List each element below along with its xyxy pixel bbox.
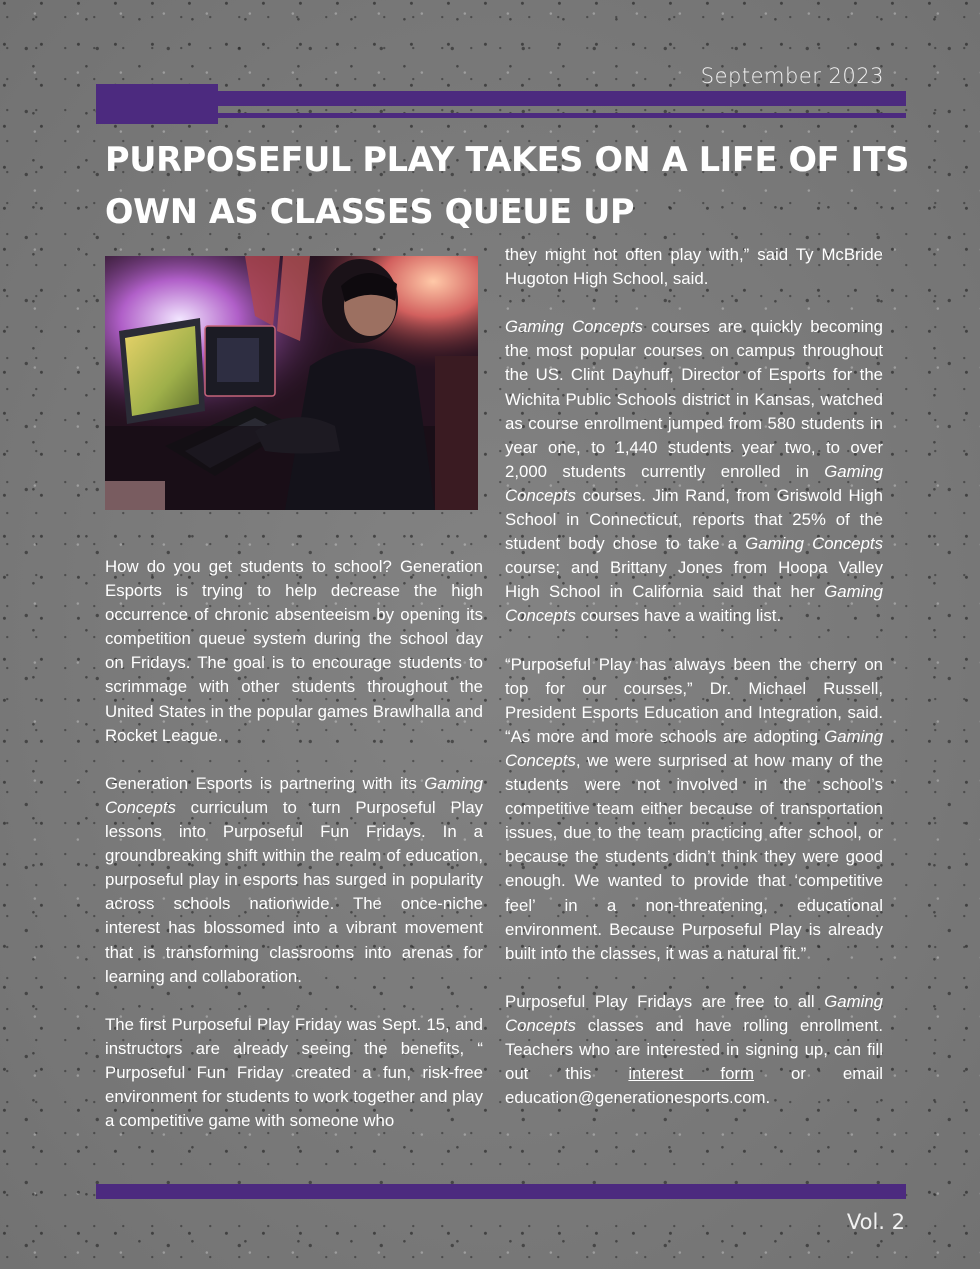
footer-bar [96, 1184, 906, 1199]
article-title: PURPOSEFUL PLAY TAKES ON A LIFE OF ITS OWN AS CLASSES QUEUE UP [105, 140, 910, 231]
right-paragraph-2: Gaming Concepts courses are quickly becoming the most popular courses on campus throughout the US. Clint Dayhuff, Director of Esports for the Wichita Public Schools district in Kansas, watched as course enrollment jumped from 580 students in year one, to 1,440 students year two, to over 2,000 students currently enrolled in Gaming Concepts courses. Jim Rand, from Griswold High School in Connecticut, reports that 25% of the student body chose to take a Gaming Concepts course; and Brittany Jones from Hoopa Valley High School in California said that her Gaming Concepts courses have a waiting list. [505, 317, 883, 626]
interest-form-link[interactable]: interest form [628, 1064, 754, 1084]
left-paragraph-1: How do you get students to school? Generation Esports is trying to help decrease the high occurrence of chronic absenteeism by opening its competition queue system during the school day on Fridays. The goal is to encourage students to scrimmage with other students throughout the United States in the popular games Brawlhalla and Rocket League. [105, 557, 483, 745]
left-column [105, 555, 483, 1157]
header-bar-thick [96, 91, 906, 106]
left-paragraph-2: Generation Esports is partnering with its Gaming Concepts curriculum to turn Purposeful Play lessons into Purposeful Fun Fridays. In a groundbreaking shift within the realm of education, purposeful play in esports has surged in popularity across schools nationwide. The once-niche interest has blossomed into a vibrant movement that is transforming classrooms into arenas for learning and collaboration. [105, 773, 483, 986]
right-paragraph-4: Purposeful Play Fridays are free to all Gaming Concepts classes and have rolling enrollment. Teachers who are interested in signing up, can fill out this interest form or email education@generationesports.com. [505, 991, 883, 1108]
left-paragraph-3: The first Purposeful Play Friday was Sept. 15, and instructors are already seeing the benefits, “ Purposeful Fun Friday created a fun, risk-free environment for students to work together and play a competitive game with someone who [105, 1014, 483, 1131]
right-column [505, 243, 883, 1134]
volume-label: Vol. 2 [846, 1210, 905, 1234]
photo-illustration [105, 256, 478, 510]
article-photo [105, 256, 478, 510]
header-bar-thin [96, 113, 906, 118]
right-paragraph-1: they might not often play with,” said Ty McBride Hugoton High School, said. [505, 245, 883, 289]
right-paragraph-3: “Purposeful Play has always been the cherry on top for our courses,” Dr. Michael Russell, President Esports Education and Integration, said. “As more and more schools are adopting Gaming Concepts, we were surprised at how many of the students were not involved in the school’s competitive team either because of transportation issues, due to the team practicing after school, or because the students didn’t think they were good enough. We wanted to provide that ‘competitive feel’ in a non-threatening, educational environment. Because Purposeful Play is already built into the classes, it was a natural fit.” [505, 654, 883, 963]
date-label: September 2023 [700, 64, 884, 88]
